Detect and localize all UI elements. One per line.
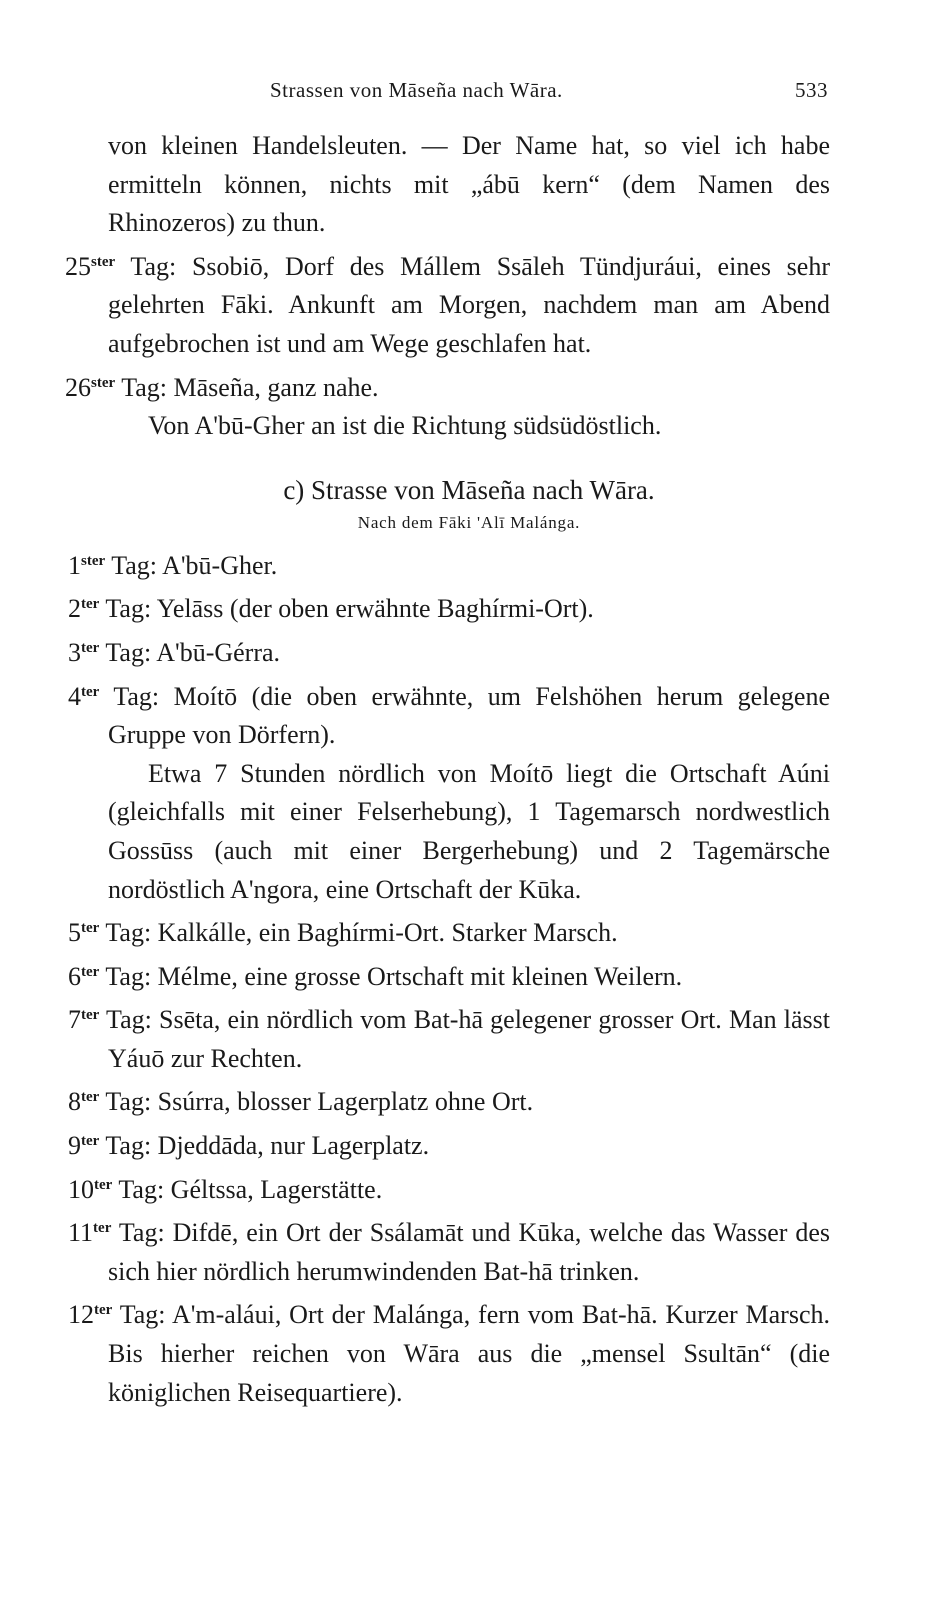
day-number: $26^{ster}$ bbox=[65, 372, 116, 402]
day-number: $1^{ster}$ bbox=[68, 550, 106, 580]
running-head bbox=[110, 78, 828, 108]
day-text: Tag: Géltssa, Lagerstätte. bbox=[118, 1174, 383, 1204]
day-number: $3^{ter}$ bbox=[68, 637, 100, 667]
continuation-paragraph: von kleinen Handelsleuten. — Der Name hat, so viel ich habe ermitteln können, nichts mit „ábū kern“ (dem Namen des Rhinozeros) zu thun. bbox=[108, 131, 830, 238]
section-source: Nach dem Fāki 'Alī Malánga. bbox=[357, 512, 581, 532]
route-note: Etwa 7 Stunden nördlich von Moítō liegt die Ortschaft Aúni (gleichfalls mit einer Felserhebung), 1 Tagemarsch nordwestlich Gossūss (auch mit einer Bergerhebung) und 2 Tagemärsche nordöstlich A'ngora, eine Ortschaft der Kūka. bbox=[108, 758, 830, 904]
day-text: Tag: A'm-aláui, Ort der Malánga, fern vom Bat-hā. Kurzer Marsch. Bis hierher reichen von Wāra aus die „mensel Ssultān“ (die königlichen Reisequartiere). bbox=[108, 1300, 830, 1407]
section-heading: c) Strasse von Māseña nach Wāra. bbox=[283, 474, 655, 505]
day-number: $5^{ter}$ bbox=[68, 918, 100, 948]
day-text: Tag: Māseña, ganz nahe. bbox=[121, 372, 379, 402]
day-entry-1 bbox=[68, 542, 830, 586]
day-number: $11^{ter}$ bbox=[68, 1218, 112, 1248]
day-entry-7 bbox=[68, 996, 831, 1078]
day-entry-26 bbox=[65, 364, 830, 408]
day-entry-25 bbox=[65, 243, 831, 364]
day-entry-8 bbox=[68, 1078, 830, 1122]
page-number: 533 bbox=[795, 78, 828, 102]
day-number: $8^{ter}$ bbox=[68, 1087, 100, 1117]
day-text: Tag: Ssēta, ein nördlich vom Bat-hā gelegener grosser Ort. Man lässt Yáuō zur Rechten. bbox=[106, 1005, 831, 1073]
day-text: Tag: Ssúrra, blosser Lagerplatz ohne Ort. bbox=[105, 1087, 534, 1117]
day-number: $25^{ster}$ bbox=[65, 251, 116, 281]
route-c-list bbox=[68, 542, 831, 1412]
direction-note: Von A'bū-Gher an ist die Richtung südsüdöstlich. bbox=[148, 411, 662, 441]
day-text: Tag: Yelāss (der oben erwähnte Baghírmi-Ort). bbox=[105, 594, 594, 624]
day-number: $7^{ter}$ bbox=[68, 1005, 100, 1035]
day-number: $2^{ter}$ bbox=[68, 594, 100, 624]
running-title: Strassen von Māseña nach Wāra. bbox=[270, 78, 563, 102]
day-number: $10^{ter}$ bbox=[68, 1174, 113, 1204]
day-text: Tag: A'bū-Gérra. bbox=[105, 637, 281, 667]
day-text: Tag: Difdē, ein Ort der Ssálamāt und Kūka, welche das Wasser des sich hier nördlich herumwindenden Bat-hā trinken. bbox=[108, 1218, 831, 1286]
day-text: Tag: Moítō (die oben erwähnte, um Felshöhen herum gelegene Gruppe von Dörfern). bbox=[108, 681, 831, 750]
day-number: $4^{ter}$ bbox=[68, 681, 100, 711]
day-text: Tag: A'bū-Gher. bbox=[111, 550, 278, 580]
day-entry-11 bbox=[68, 1209, 831, 1291]
day-entry-6 bbox=[68, 953, 830, 997]
day-entry-9 bbox=[68, 1122, 830, 1166]
day-number: $9^{ter}$ bbox=[68, 1131, 100, 1161]
day-number: $6^{ter}$ bbox=[68, 961, 100, 991]
day-entry-4 bbox=[68, 673, 831, 755]
day-text: Tag: Ssobiō, Dorf des Mállem Ssāleh Tündjuráui, eines sehr gelehrten Fāki. Ankunft am Morgen, nachdem man am Abend aufgebrochen ist und am Wege geschlafen hat. bbox=[108, 251, 831, 358]
day-entry-12 bbox=[68, 1291, 830, 1412]
day-entry-5 bbox=[68, 909, 830, 953]
day-entry-3 bbox=[68, 629, 830, 673]
day-text: Tag: Mélme, eine grosse Ortschaft mit kleinen Weilern. bbox=[105, 961, 683, 991]
body-text bbox=[65, 127, 831, 1412]
day-entry-2 bbox=[68, 585, 830, 629]
day-text: Tag: Kalkálle, ein Baghírmi-Ort. Starker Marsch. bbox=[105, 918, 618, 948]
day-number: $12^{ter}$ bbox=[68, 1300, 113, 1330]
day-entry-10 bbox=[68, 1166, 830, 1210]
day-text: Tag: Djeddāda, nur Lagerplatz. bbox=[105, 1131, 430, 1161]
